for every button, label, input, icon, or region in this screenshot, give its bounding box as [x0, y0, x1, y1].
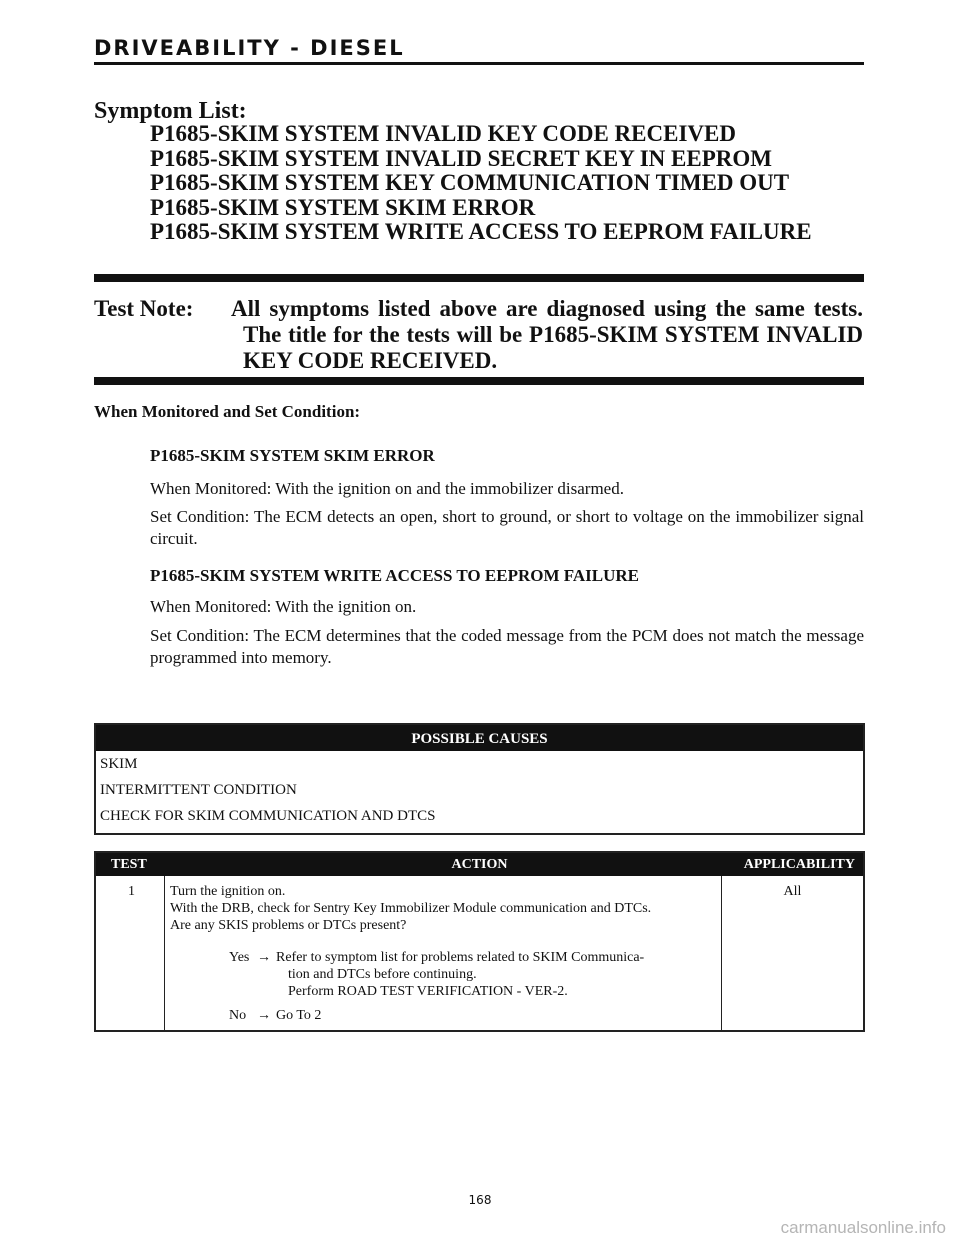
test-note-line: KEY CODE RECEIVED. [243, 348, 498, 373]
yes-line: Refer to symptom list for problems related to SKIM Communica- [276, 950, 645, 965]
arrow-icon: → [257, 1008, 271, 1023]
set-condition: Set Condition: The ECM detects an open, short to ground, or short to voltage on the immobilizer signal circuit. [150, 507, 864, 548]
action-column-header: ACTION [451, 857, 508, 872]
action-text [170, 883, 718, 934]
symptom-list [150, 122, 812, 245]
test-note-label: Test Note: [94, 296, 194, 321]
no-action: Go To 2 [276, 1008, 322, 1023]
possible-causes-heading: POSSIBLE CAUSES [96, 725, 863, 751]
symptom-item: P1685-SKIM SYSTEM INVALID SECRET KEY IN EEPROM [150, 145, 772, 171]
column-divider [164, 876, 165, 1030]
yes-line: tion and DTCs before continuing. [288, 967, 477, 982]
test-note-line: All symptoms listed above are diagnosed using the same tests. [231, 296, 863, 321]
when-monitored: When Monitored: With the ignition on and the immobilizer disarmed. [150, 479, 624, 498]
watermark: carmanualsonline.info [780, 1218, 946, 1237]
condition-code: P1685-SKIM SYSTEM SKIM ERROR [150, 446, 435, 465]
action-line: With the DRB, check for Sentry Key Immobilizer Module communication and DTCs. [170, 901, 652, 916]
arrow-icon: → [257, 950, 271, 965]
divider-rule [94, 274, 864, 282]
test-column-header: TEST [111, 857, 147, 872]
page-number: 168 [468, 1193, 492, 1207]
applicability-column-header: APPLICABILITY [743, 857, 855, 872]
symptom-item: P1685-SKIM SYSTEM WRITE ACCESS TO EEPROM FAILURE [150, 219, 812, 244]
symptom-item: P1685-SKIM SYSTEM SKIM ERROR [150, 194, 536, 220]
cause-item: INTERMITTENT CONDITION [100, 782, 297, 798]
conditions-heading: When Monitored and Set Condition: [94, 402, 361, 421]
action-line: Turn the ignition on. [170, 884, 286, 899]
test-number: 1 [128, 884, 135, 899]
header-rule [94, 62, 864, 65]
yes-line: Perform ROAD TEST VERIFICATION - VER-2. [288, 984, 568, 999]
action-line: Are any SKIS problems or DTCs present? [170, 918, 407, 933]
symptom-item: P1685-SKIM SYSTEM INVALID KEY CODE RECEIVED [150, 121, 736, 146]
when-monitored: When Monitored: With the ignition on. [150, 597, 417, 616]
test-note-line: The title for the tests will be P1685-SKIM SYSTEM INVALID [243, 322, 863, 347]
test-table [94, 851, 865, 1032]
test-table-header [96, 853, 863, 876]
divider-rule [94, 377, 864, 385]
set-condition: Set Condition: The ECM determines that the coded message from the PCM does not match the message programmed into memory. [150, 626, 864, 667]
cause-item: SKIM [100, 756, 138, 772]
no-label: No [229, 1008, 247, 1023]
symptom-item: P1685-SKIM SYSTEM KEY COMMUNICATION TIMED OUT [150, 170, 790, 195]
condition-code: P1685-SKIM SYSTEM WRITE ACCESS TO EEPROM FAILURE [150, 566, 639, 585]
yes-action [276, 949, 721, 1000]
yes-label: Yes [229, 950, 250, 965]
symptom-list-title: Symptom List: [94, 98, 247, 124]
applicability-value: All [783, 884, 802, 899]
section-header: DRIVEABILITY - DIESEL [94, 36, 405, 60]
possible-causes-table [94, 723, 865, 835]
test-note-body [231, 296, 863, 374]
cause-item: CHECK FOR SKIM COMMUNICATION AND DTCS [100, 808, 436, 824]
